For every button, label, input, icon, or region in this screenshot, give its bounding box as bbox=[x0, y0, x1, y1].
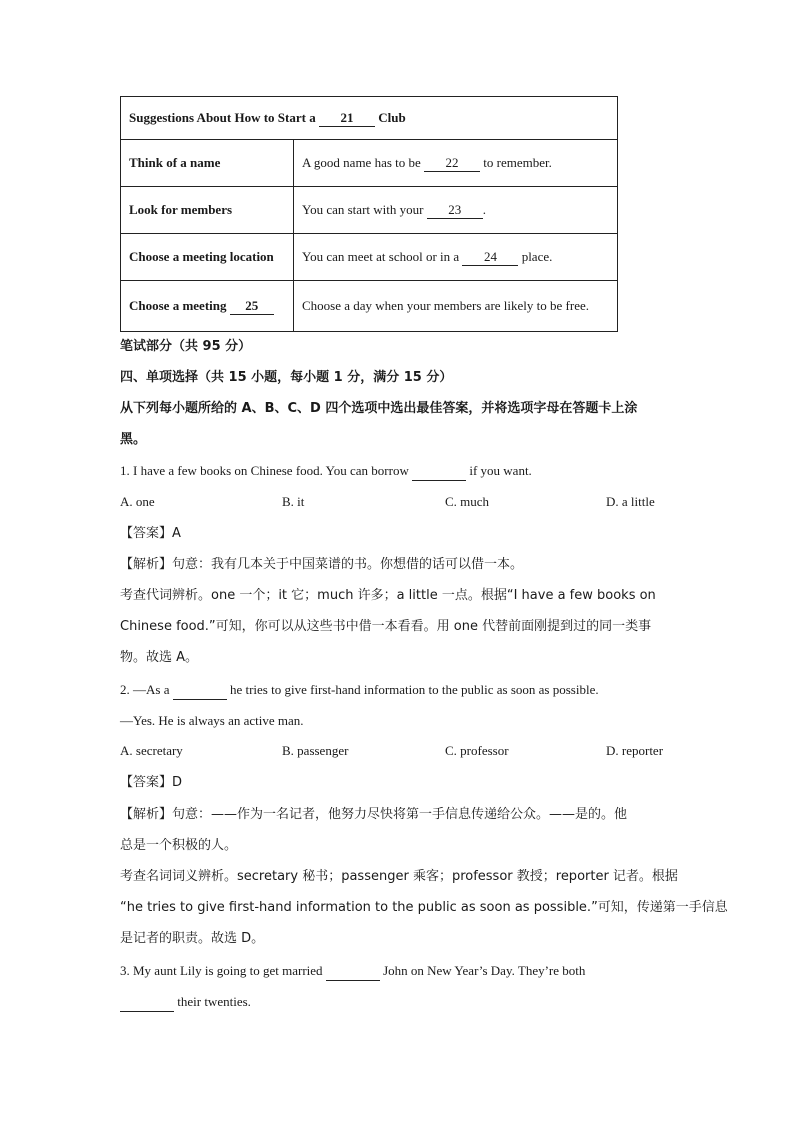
q1-option-d: D. a little bbox=[606, 494, 655, 509]
q1-stem-pre: 1. I have a few books on Chinese food. You can borrow bbox=[120, 463, 409, 478]
q2-option-a: A. secretary bbox=[120, 743, 183, 758]
q1-analysis-3: Chinese food.”可知，你可以从这些书中借一本看看。用 one 代替前面刚提到过的同一类事 bbox=[120, 619, 652, 634]
q1-option-c: C. much bbox=[445, 494, 490, 509]
q2-answer: 【答案】D bbox=[120, 775, 183, 790]
row-content: Choose a day when your members are likely to be free. bbox=[294, 281, 618, 332]
q2-blank bbox=[173, 681, 227, 700]
table-row bbox=[121, 140, 618, 187]
q2-analysis-1: 【解析】句意：——作为一名记者，他努力尽快将第一手信息传递给公众。——是的。他 bbox=[120, 807, 628, 822]
blank-24: 24 bbox=[462, 249, 518, 266]
q2-analysis-4: “he tries to give first-hand information to the public as soon as possible.”可知，传递第一手信息 bbox=[120, 900, 728, 915]
q1-analysis-1: 【解析】句意：我有几本关于中国菜谱的书。你想借的话可以借一本。 bbox=[120, 557, 524, 572]
row-label-text: Choose a meeting bbox=[129, 297, 227, 313]
q2-option-b: B. passenger bbox=[282, 743, 349, 758]
blank-22: 22 bbox=[424, 155, 480, 172]
q1-option-a: A. one bbox=[120, 494, 155, 509]
row-label: Choose a meeting location bbox=[121, 234, 294, 281]
question-2-stem bbox=[120, 681, 599, 700]
q3-stem-post: John on New Year’s Day. They’re both bbox=[383, 963, 586, 978]
q3-blank-2 bbox=[120, 993, 174, 1012]
blank-23: 23 bbox=[427, 202, 483, 219]
row-content bbox=[294, 234, 618, 281]
q1-analysis-4: 物。故选 A。 bbox=[120, 650, 199, 665]
q2-stem-post: he tries to give first-hand information to the public as soon as possible. bbox=[229, 682, 599, 697]
row-text-post: place. bbox=[521, 248, 553, 264]
written-section-heading: 笔试部分（共 95 分） bbox=[120, 339, 252, 354]
table-row bbox=[121, 187, 618, 234]
q1-stem-post: if you want. bbox=[469, 463, 532, 478]
blank-25: 25 bbox=[230, 298, 274, 315]
row-content bbox=[294, 187, 618, 234]
q2-analysis-3: 考查名词词义辨析。secretary 秘书；passenger 乘客；professor 教授；reporter 记者。根据 bbox=[120, 869, 678, 884]
row-text-post: to remember. bbox=[483, 154, 552, 170]
row-content bbox=[294, 140, 618, 187]
table-title-suffix: Club bbox=[378, 109, 406, 125]
q3-blank-1 bbox=[326, 962, 380, 981]
row-text-post: . bbox=[482, 201, 486, 217]
q1-answer: 【答案】A bbox=[120, 526, 181, 541]
q2-option-d: D. reporter bbox=[606, 743, 664, 758]
blank-21: 21 bbox=[319, 110, 375, 127]
table-row bbox=[121, 234, 618, 281]
q1-option-b: B. it bbox=[282, 494, 305, 509]
q3-stem-pre: 3. My aunt Lily is going to get married bbox=[120, 963, 323, 978]
suggestions-table bbox=[120, 96, 618, 332]
table-title-cell bbox=[121, 97, 618, 140]
row-label: Look for members bbox=[121, 187, 294, 234]
question-3-stem bbox=[120, 962, 585, 981]
row-text: You can meet at school or in a bbox=[302, 248, 460, 264]
q1-analysis-2: 考查代词辨析。one 一个；it 它；much 许多；a little 一点。根据“I have a few books on bbox=[120, 588, 656, 603]
table-title-prefix: Suggestions About How to Start a bbox=[129, 109, 316, 125]
table-row bbox=[121, 281, 618, 332]
q3-stem-2-post: their twenties. bbox=[177, 994, 251, 1009]
question-3-stem-line-2 bbox=[120, 993, 251, 1012]
row-label bbox=[121, 281, 294, 332]
instruction-line-2: 黑。 bbox=[120, 432, 147, 447]
q2-stem-pre: 2. —As a bbox=[120, 682, 170, 697]
row-label: Think of a name bbox=[121, 140, 294, 187]
row-text: A good name has to be bbox=[302, 154, 421, 170]
q2-stem-line-2: —Yes. He is always an active man. bbox=[120, 713, 304, 728]
q2-option-c: C. professor bbox=[445, 743, 509, 758]
instruction-line-1: 从下列每小题所给的 A、B、C、D 四个选项中选出最佳答案，并将选项字母在答题卡上涂 bbox=[120, 401, 638, 416]
part4-heading: 四、单项选择（共 15 小题，每小题 1 分，满分 15 分） bbox=[120, 370, 453, 385]
row-text: You can start with your bbox=[302, 201, 424, 217]
q2-analysis-2: 总是一个积极的人。 bbox=[120, 838, 238, 853]
q1-blank bbox=[412, 462, 466, 481]
q2-analysis-5: 是记者的职责。故选 D。 bbox=[120, 931, 265, 946]
question-1-stem bbox=[120, 462, 532, 481]
